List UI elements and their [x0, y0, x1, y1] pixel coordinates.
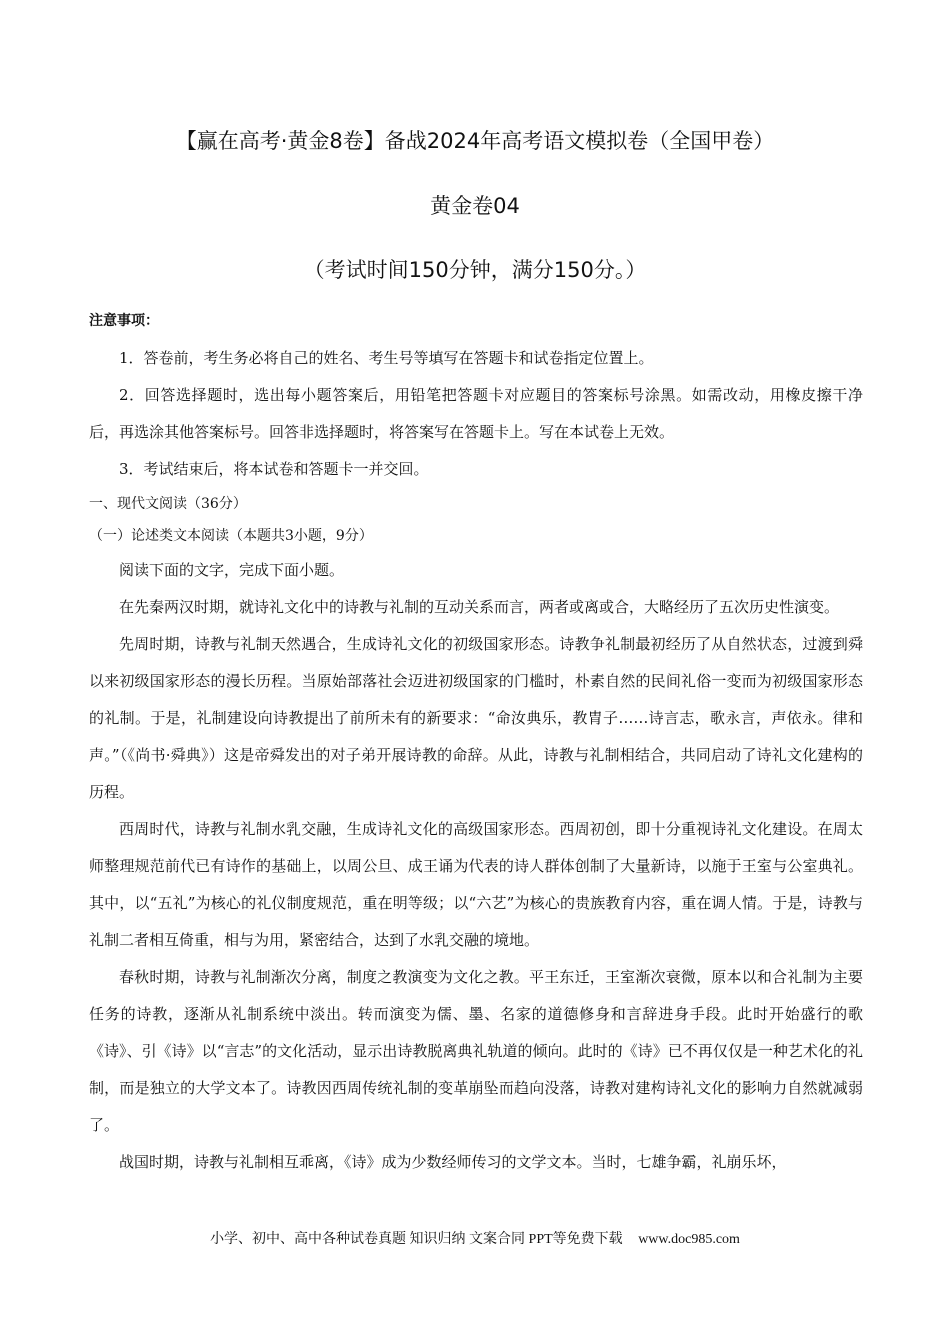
article-paragraph-1: 在先秦两汉时期，就诗礼文化中的诗教与礼制的互动关系而言，两者或离或合，大略经历了五次历史性演变。 — [119, 598, 840, 616]
note-item-1: 1．答卷前，考生务必将自己的姓名、考生号等填写在答题卡和试卷指定位置上。 — [119, 349, 654, 367]
article-paragraph-2: 先周时期，诗教与礼制天然遇合，生成诗礼文化的初级国家形态。诗教争礼制最初经历了从自然状态，过渡到舜以来初级国家形态的漫长历程。当原始部落社会迈进初级国家的门槛时，朴素自然的民间礼俗一变而为初级国家形态的礼制。于是，礼制建设向诗教提出了前所未有的新要求：“命汝典乐，教胄子……诗言志，歌永言，声依永。律和声。”（《尚书·舜典》）这是帝舜发出的对子弟开展诗教的命辞。从此，诗教与礼制相结合，共同启动了诗礼文化建构的历程。 — [89, 635, 863, 801]
sub-section-title: （一）论述类文本阅读（本题共3小题，9分） — [89, 528, 373, 544]
notes-heading: 注意事项： — [89, 313, 159, 329]
note-item-3: 3．考试结束后，将本试卷和答题卡一并交回。 — [119, 460, 429, 478]
footer-url[interactable]: www.doc985.com — [638, 1232, 740, 1247]
exam-info: （考试时间150分钟，满分150分。） — [303, 258, 647, 282]
article-paragraph-4: 春秋时期，诗教与礼制渐次分离，制度之教演变为文化之教。平王东迁，王室渐次衰微，原本以和合礼制为主要任务的诗教，逐渐从礼制系统中淡出。转而演变为儒、墨、名家的道德修身和言辞进身手段。此时开始盛行的歌《诗》、引《诗》以“言志”的文化活动，显示出诗教脱离典礼轨道的倾向。此时的《诗》已不再仅仅是一种艺术化的礼制，而是独立的大学文本了。诗教因西周传统礼制的变革崩坠而趋向没落，诗教对建构诗礼文化的影响力自然就减弱了。 — [89, 968, 863, 1134]
article-paragraph-3: 西周时代，诗教与礼制水乳交融，生成诗礼文化的高级国家形态。西周初创，即十分重视诗礼文化建设。在周太师整理规范前代已有诗作的基础上，以周公旦、成王诵为代表的诗人群体创制了大量新诗，以施于王室与公室典礼。其中，以“五礼”为核心的礼仪制度规范，重在明等级；以“六艺”为核心的贵族教育内容，重在调人情。于是，诗教与礼制二者相互倚重，相与为用，紧密结合，达到了水乳交融的境地。 — [89, 820, 863, 949]
exam-title: 【赢在高考·黄金8卷】备战2024年高考语文模拟卷（全国甲卷） — [175, 129, 775, 153]
page-footer — [0, 1228, 950, 1252]
article-paragraph-5: 战国时期，诗教与礼制相互乖离，《诗》成为少数经师传习的文学文本。当时，七雄争霸，礼崩乐坏， — [119, 1153, 787, 1171]
document-body — [89, 340, 863, 1181]
note-item-2: 2．回答选择题时，选出每小题答案后，用铅笔把答题卡对应题目的答案标号涂黑。如需改动，用橡皮擦干净后，再选涂其他答案标号。回答非选择题时，将答案写在答题卡上。写在本试卷上无效。 — [89, 386, 863, 441]
part-title: 一、现代文阅读（36分） — [89, 496, 247, 512]
paper-subtitle: 黄金卷04 — [430, 194, 520, 218]
footer-text: 小学、初中、高中各种试卷真题 知识归纳 文案合同 PPT等免费下载 — [210, 1232, 623, 1247]
reading-instruction: 阅读下面的文字，完成下面小题。 — [119, 561, 345, 579]
